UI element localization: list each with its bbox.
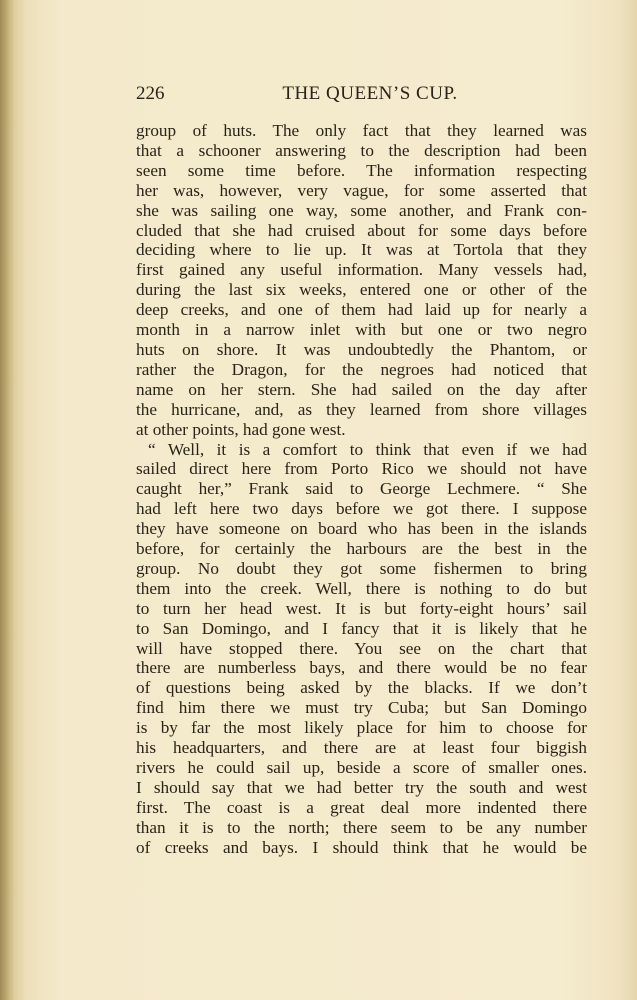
text-line: had left here two days before we got there. I suppose bbox=[136, 499, 587, 519]
text-line: group. No doubt they got some fishermen to bring bbox=[136, 558, 587, 578]
text-line: the hurricane, and, as they learned from shore villages bbox=[136, 399, 587, 419]
text-line: to turn her head west. It is but forty-eight hours’ sail bbox=[136, 598, 587, 618]
running-title: THE QUEEN’S CUP. bbox=[282, 83, 458, 104]
text-line: she was sailing one way, some another, and Frank con- bbox=[136, 200, 587, 220]
paragraph-end-line: at other points, had gone west. bbox=[136, 419, 346, 439]
text-line: that a schooner answering to the description had been bbox=[136, 140, 587, 160]
text-line: I should say that we had better try the south and west bbox=[136, 777, 587, 797]
text-line: first. The coast is a great deal more indented there bbox=[136, 797, 587, 817]
text-line: seen some time before. The information respecting bbox=[136, 160, 587, 180]
text-line: than it is to the north; there seem to be any number bbox=[136, 817, 587, 837]
text-line: rivers he could sail up, beside a score of smaller ones. bbox=[136, 758, 587, 777]
page-gutter-shadow bbox=[0, 0, 14, 1000]
text-line: there are numberless bays, and there would be no fear bbox=[136, 658, 587, 678]
text-line: rather the Dragon, for the negroes had noticed that bbox=[136, 359, 587, 379]
text-line: find him there we must try Cuba; but San Domingo bbox=[136, 698, 587, 718]
text-line: of creeks and bays. I should think that he would be bbox=[136, 837, 587, 857]
page-number: 226 bbox=[136, 83, 165, 104]
text-line: before, for certainly the harbours are the best in the bbox=[136, 539, 587, 559]
text-line: to San Domingo, and I fancy that it is likely that he bbox=[136, 618, 587, 638]
text-line: cluded that she had cruised about for some days before bbox=[136, 220, 587, 240]
text-line: deep creeks, and one of them had laid up for nearly a bbox=[136, 300, 587, 320]
text-line: them into the creek. Well, there is nothing to do but bbox=[136, 578, 587, 598]
body-text bbox=[136, 121, 587, 858]
text-line: huts on shore. It was undoubtedly the Phantom, or bbox=[136, 339, 587, 359]
text-line: her was, however, very vague, for some asserted that bbox=[136, 180, 587, 200]
page-header bbox=[136, 83, 588, 109]
text-line: his headquarters, and there are at least four biggish bbox=[136, 738, 587, 758]
text-line: name on her stern. She had sailed on the day after bbox=[136, 379, 587, 399]
text-line: they have someone on board who has been in the islands bbox=[136, 519, 587, 539]
text-line: during the last six weeks, entered one or other of the bbox=[136, 280, 587, 300]
text-line: deciding where to lie up. It was at Tortola that they bbox=[136, 240, 587, 260]
text-line: is by far the most likely place for him to choose for bbox=[136, 718, 587, 738]
text-line: group of huts. The only fact that they learned was bbox=[136, 121, 587, 140]
text-line: caught her,” Frank said to George Lechmere. “ She bbox=[136, 479, 587, 499]
text-line: of questions being asked by the blacks. If we don’t bbox=[136, 678, 587, 698]
text-line: first gained any useful information. Many vessels had, bbox=[136, 260, 587, 280]
paragraph-start-line: “ Well, it is a comfort to think that even if we had bbox=[148, 439, 587, 459]
text-line: sailed direct here from Porto Rico we should not have bbox=[136, 459, 587, 479]
text-line: month in a narrow inlet with but one or two negro bbox=[136, 320, 587, 340]
text-line: will have stopped there. You see on the chart that bbox=[136, 638, 587, 658]
